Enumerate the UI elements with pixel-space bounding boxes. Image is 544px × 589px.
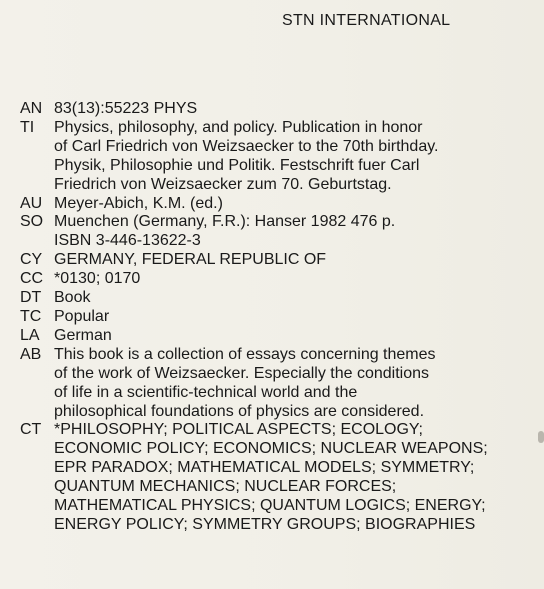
field-tag: AN [20, 100, 43, 117]
page-mark [538, 431, 544, 443]
field-value [54, 308, 540, 327]
field-tag: AU [20, 194, 43, 212]
record-field-an [20, 100, 540, 119]
field-tag: DT [20, 289, 42, 307]
record-field-so [20, 213, 540, 251]
field-line: of Carl Friedrich von Weizsaecker to the 70th birthday. [54, 137, 439, 155]
field-line: philosophical foundations of physics are considered. [54, 402, 425, 420]
field-line: Physics, philosophy, and policy. Publication in honor [54, 118, 423, 136]
field-line: *0130; 0170 [54, 270, 141, 288]
record-field-au [20, 195, 540, 214]
field-tag: SO [20, 213, 44, 231]
field-tag: CY [20, 251, 43, 269]
field-tag: LA [20, 326, 40, 344]
field-value [54, 251, 540, 270]
field-line: ISBN 3-446-13622-3 [54, 232, 201, 250]
record-field-ct [20, 421, 540, 534]
field-line: of life in a scientific-technical world and the [54, 383, 358, 401]
field-line: of the work of Weizsaecker. Especially the conditions [54, 364, 429, 382]
field-tag: AB [20, 345, 42, 363]
field-value [54, 119, 540, 195]
record-field-cy [20, 251, 540, 270]
record-field-cc [20, 270, 540, 289]
field-value [54, 100, 540, 119]
field-line: MATHEMATICAL PHYSICS; QUANTUM LOGICS; ENERGY; [54, 497, 486, 515]
field-line: *PHILOSOPHY; POLITICAL ASPECTS; ECOLOGY; [54, 421, 423, 439]
field-tag: TI [20, 118, 35, 136]
field-value [54, 213, 540, 251]
field-tag: CT [20, 421, 42, 439]
field-line: German [54, 326, 112, 344]
field-value [54, 346, 540, 422]
field-value [54, 327, 540, 346]
field-line: This book is a collection of essays concerning themes [54, 345, 436, 363]
field-line: 83(13):55223 PHYS [54, 100, 198, 117]
field-value [54, 270, 540, 289]
field-line: QUANTUM MECHANICS; NUCLEAR FORCES; [54, 478, 397, 496]
bibliographic-record [20, 100, 540, 535]
field-line: Book [54, 289, 91, 307]
field-value [54, 195, 540, 214]
field-value [54, 289, 540, 308]
field-line: Physik, Philosophie und Politik. Festschrift fuer Carl [54, 156, 420, 174]
field-tag: TC [20, 307, 42, 325]
field-value [54, 421, 540, 534]
field-line: Friedrich von Weizsaecker zum 70. Geburtstag. [54, 175, 392, 193]
record-field-ti [20, 119, 540, 195]
field-line: GERMANY, FEDERAL REPUBLIC OF [54, 251, 327, 269]
field-line: Muenchen (Germany, F.R.): Hanser 1982 476 p. [54, 213, 396, 231]
page-header: STN INTERNATIONAL [282, 12, 451, 29]
field-line: EPR PARADOX; MATHEMATICAL MODELS; SYMMETRY; [54, 459, 475, 477]
field-line: ENERGY POLICY; SYMMETRY GROUPS; BIOGRAPHIES [54, 515, 476, 533]
field-line: Popular [54, 307, 110, 325]
record-field-tc [20, 308, 540, 327]
field-line: ECONOMIC POLICY; ECONOMICS; NUCLEAR WEAPONS; [54, 440, 488, 458]
field-line: Meyer-Abich, K.M. (ed.) [54, 194, 223, 212]
record-field-la [20, 327, 540, 346]
record-field-ab [20, 346, 540, 422]
record-field-dt [20, 289, 540, 308]
field-tag: CC [20, 270, 44, 288]
